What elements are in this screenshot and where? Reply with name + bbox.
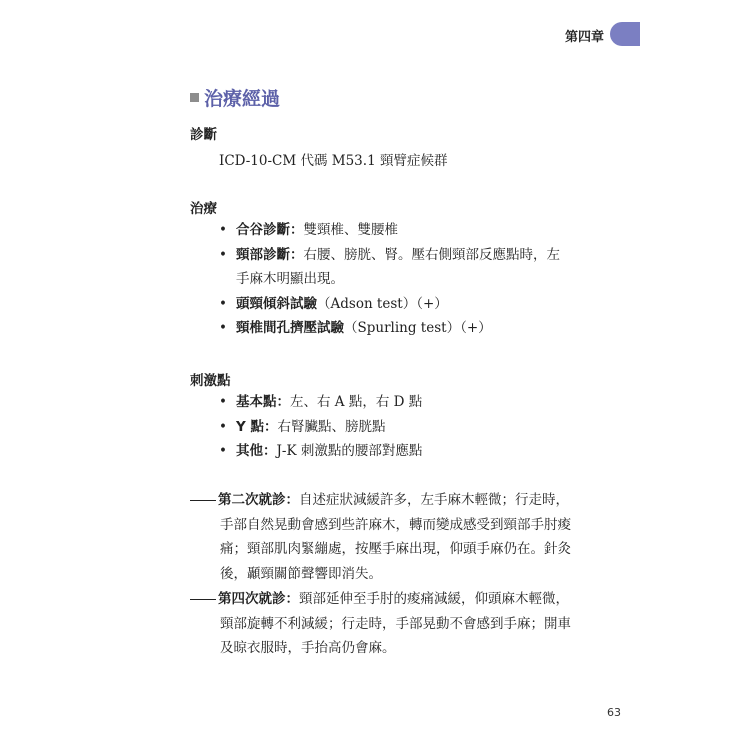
- stimulation-list: [219, 390, 596, 464]
- page-number: 63: [607, 706, 621, 719]
- item-label: 頭頸傾斜試驗: [236, 295, 317, 312]
- chapter-tab: [610, 22, 640, 46]
- bullet-icon: •: [219, 222, 227, 238]
- visit-label: 第四次就診：: [218, 591, 299, 607]
- treatment-heading: 治療: [190, 201, 217, 217]
- bullet-icon: •: [219, 418, 227, 435]
- diagnosis-heading: 診斷: [190, 127, 217, 143]
- visit-line: 頸部延伸至手肘的痠痛減緩，仰頭麻木輕微，: [299, 591, 569, 607]
- item-text: 左、右 A 點，右 D 點: [290, 394, 423, 410]
- item-text-cont: 手麻木明顯出現。: [236, 271, 344, 287]
- list-item: [219, 243, 596, 292]
- list-item: [219, 292, 596, 317]
- section-title-text: 治療經過: [204, 88, 281, 110]
- list-item: [219, 316, 596, 341]
- list-item: [219, 415, 596, 440]
- diagnosis-code: ICD-10-CM 代碼 M53.1 頸臂症候群: [219, 153, 448, 169]
- bullet-icon: •: [219, 443, 227, 459]
- item-text: 右腎臟點、膀胱點: [277, 418, 386, 435]
- visit-line: 自述症狀減緩許多，左手麻木輕微；行走時，: [299, 492, 569, 508]
- item-label: 頸椎間孔擠壓試驗: [236, 320, 344, 336]
- visit-line: 手部自然晃動會感到些許麻木，轉而變成感受到頸部手肘痠: [220, 516, 571, 533]
- list-item: [219, 218, 596, 243]
- stimulation-heading: 刺激點: [190, 373, 231, 389]
- item-text: J-K 刺激點的腰部對應點: [276, 443, 423, 459]
- visit-line: 及晾衣服時，手抬高仍會麻。: [220, 640, 396, 656]
- visit-line: 痛；頸部肌肉緊繃處，按壓手麻出現，仰頭手麻仍在。針灸: [220, 541, 571, 557]
- treatment-list: [219, 218, 596, 341]
- item-label: 合谷診斷：: [236, 222, 304, 238]
- visit-note-second: [190, 488, 585, 586]
- square-bullet-icon: [190, 93, 199, 102]
- bullet-icon: •: [219, 394, 227, 410]
- visit-line: 頸部旋轉不利減緩；行走時，手部晃動不會感到手麻；開車: [220, 615, 571, 632]
- item-label: 基本點：: [236, 394, 290, 410]
- item-text: 右腰、膀胱、腎。壓右側頸部反應點時，左: [303, 246, 560, 263]
- list-item: [219, 439, 596, 464]
- item-text: （Spurling test）（+）: [344, 320, 492, 336]
- bullet-icon: •: [219, 295, 227, 312]
- bullet-icon: •: [219, 320, 227, 336]
- bullet-icon: •: [219, 246, 227, 263]
- item-label: 頸部診斷：: [236, 246, 304, 263]
- visit-line: 後，顳頸關節聲響即消失。: [220, 565, 382, 582]
- item-text: （Adson test）（+）: [317, 295, 448, 312]
- dash-icon: [190, 500, 216, 501]
- visit-label: 第二次就診：: [218, 492, 299, 508]
- item-label: 其他：: [236, 443, 277, 459]
- list-item: [219, 390, 596, 415]
- chapter-number: 第四章: [564, 29, 604, 45]
- section-title: [190, 84, 280, 111]
- dash-icon: [190, 599, 216, 600]
- item-text: 雙頸椎、雙腰椎: [303, 222, 398, 238]
- visit-note-fourth: [190, 587, 585, 661]
- item-label: Y 點：: [236, 418, 278, 435]
